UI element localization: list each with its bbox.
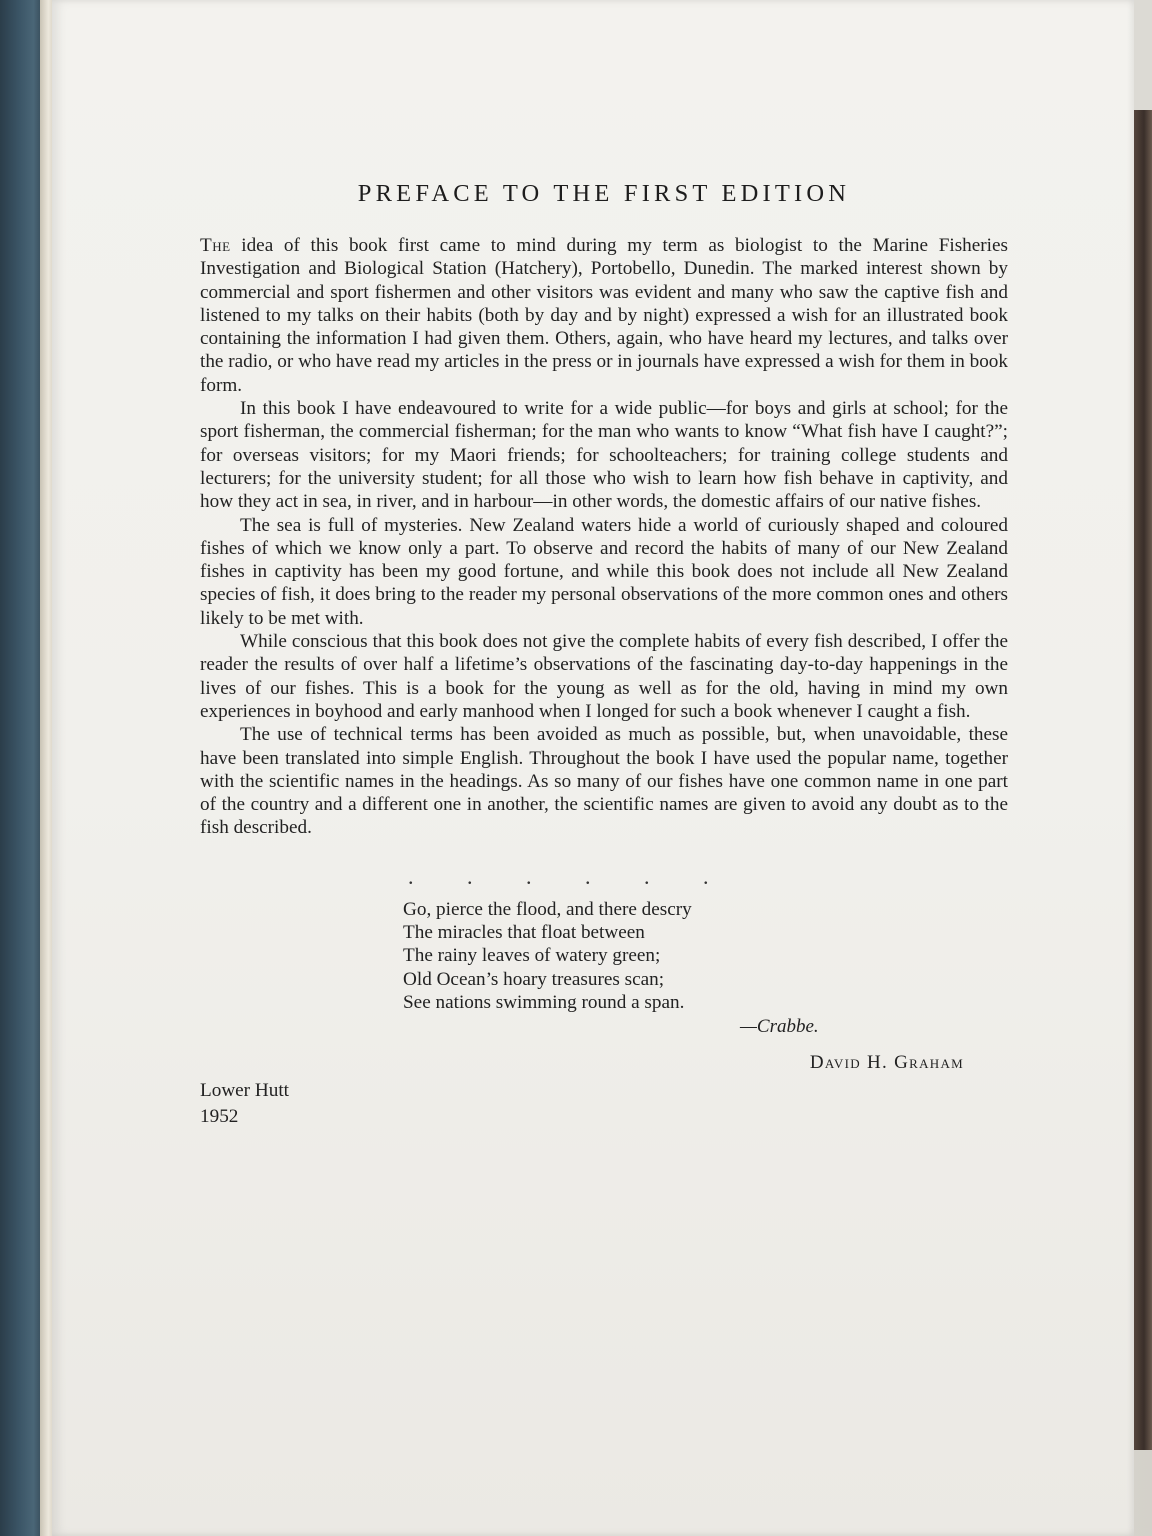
book-page <box>52 0 1134 1536</box>
year: 1952 <box>200 1106 239 1128</box>
poem-epigraph <box>403 898 1008 1014</box>
author-last-name: Graham <box>894 1052 964 1074</box>
page-content <box>200 180 1008 1130</box>
poem-line: The rainy leaves of watery green; <box>403 945 661 967</box>
poem-line: The miracles that float between <box>403 922 645 944</box>
poem-line: Go, pierce the flood, and there descry <box>403 898 692 920</box>
author-signature <box>200 1052 1008 1074</box>
preface-paragraph-4: While conscious that this book does not give the complete habits of every fish described, I offer the reader the results of over half a lifetime’s observations of the fascinating day-to-day happenings in the lives of our fishes. This is a book for the young as well as for the old, having in mind my own experiences in boyhood and early manhood when I longed for such a book whenever I caught a fish. <box>200 631 1008 722</box>
poem-line: See nations swimming round a span. <box>403 991 685 1013</box>
author-first-name: David H. <box>809 1052 895 1074</box>
paragraph-lead-word: The <box>200 235 231 256</box>
preface-paragraph-1 <box>200 234 1008 397</box>
preface-paragraph-3: The sea is full of mysteries. New Zealand waters hide a world of curiously shaped and coloured fishes of which we know only a part. To observe and record the habits of many of our New Zealand fishes in captivity has been my good fortune, and while this book does not include all New Zealand species of fish, it does bring to the reader my personal observations of the more common ones and others likely to be met with. <box>200 514 1008 629</box>
page-title: PREFACE TO THE FIRST EDITION <box>357 180 851 207</box>
place-and-date <box>200 1078 1008 1130</box>
preface-paragraph-2: In this book I have endeavoured to write for a wide public—for boys and girls at school; for the sport fisherman, the commercial fisherman; for the man who wants to know “What fish have I caught?”; for overseas visitors; for my Maori friends; for schoolteachers; for training college students and lecturers; for the university student; for all those who wish to learn how fish behave in captivity, and how they act in sea, in river, and in harbour—in other words, the domestic affairs of our native fishes. <box>200 398 1008 513</box>
place-name: Lower Hutt <box>200 1080 289 1102</box>
book-cover-right <box>1132 110 1152 1450</box>
section-separator-dots: . . . . . . <box>408 863 733 889</box>
poem-attribution: —Crabbe. <box>740 1016 819 1038</box>
preface-paragraph-5: The use of technical terms has been avoided as much as possible, but, when unavoidable, these have been translated into simple English. Throughout the book I have used the popular name, together with the scientific names in the headings. As so many of our fishes have one common name in one part of the country and a different one in another, the scientific names are given to avoid any doubt as to the fish described. <box>200 724 1008 839</box>
paragraph-text: idea of this book first came to mind during my term as biologist to the Marine Fisheries Investigation and Biological Station (Hatchery), Portobello, Dunedin. The marked interest shown by commercial and sport fishermen and other visitors was evident and many who saw the captive fish and listened to my talks on their habits (both by day and by night) expressed a wish for an illustrated book containing the information I had given them. Others, again, who have heard my lectures, and talks over the radio, or who have read my articles in the press or in journals have expressed a wish for them in book form. <box>200 235 1008 396</box>
poem-line: Old Ocean’s hoary treasures scan; <box>403 968 665 990</box>
